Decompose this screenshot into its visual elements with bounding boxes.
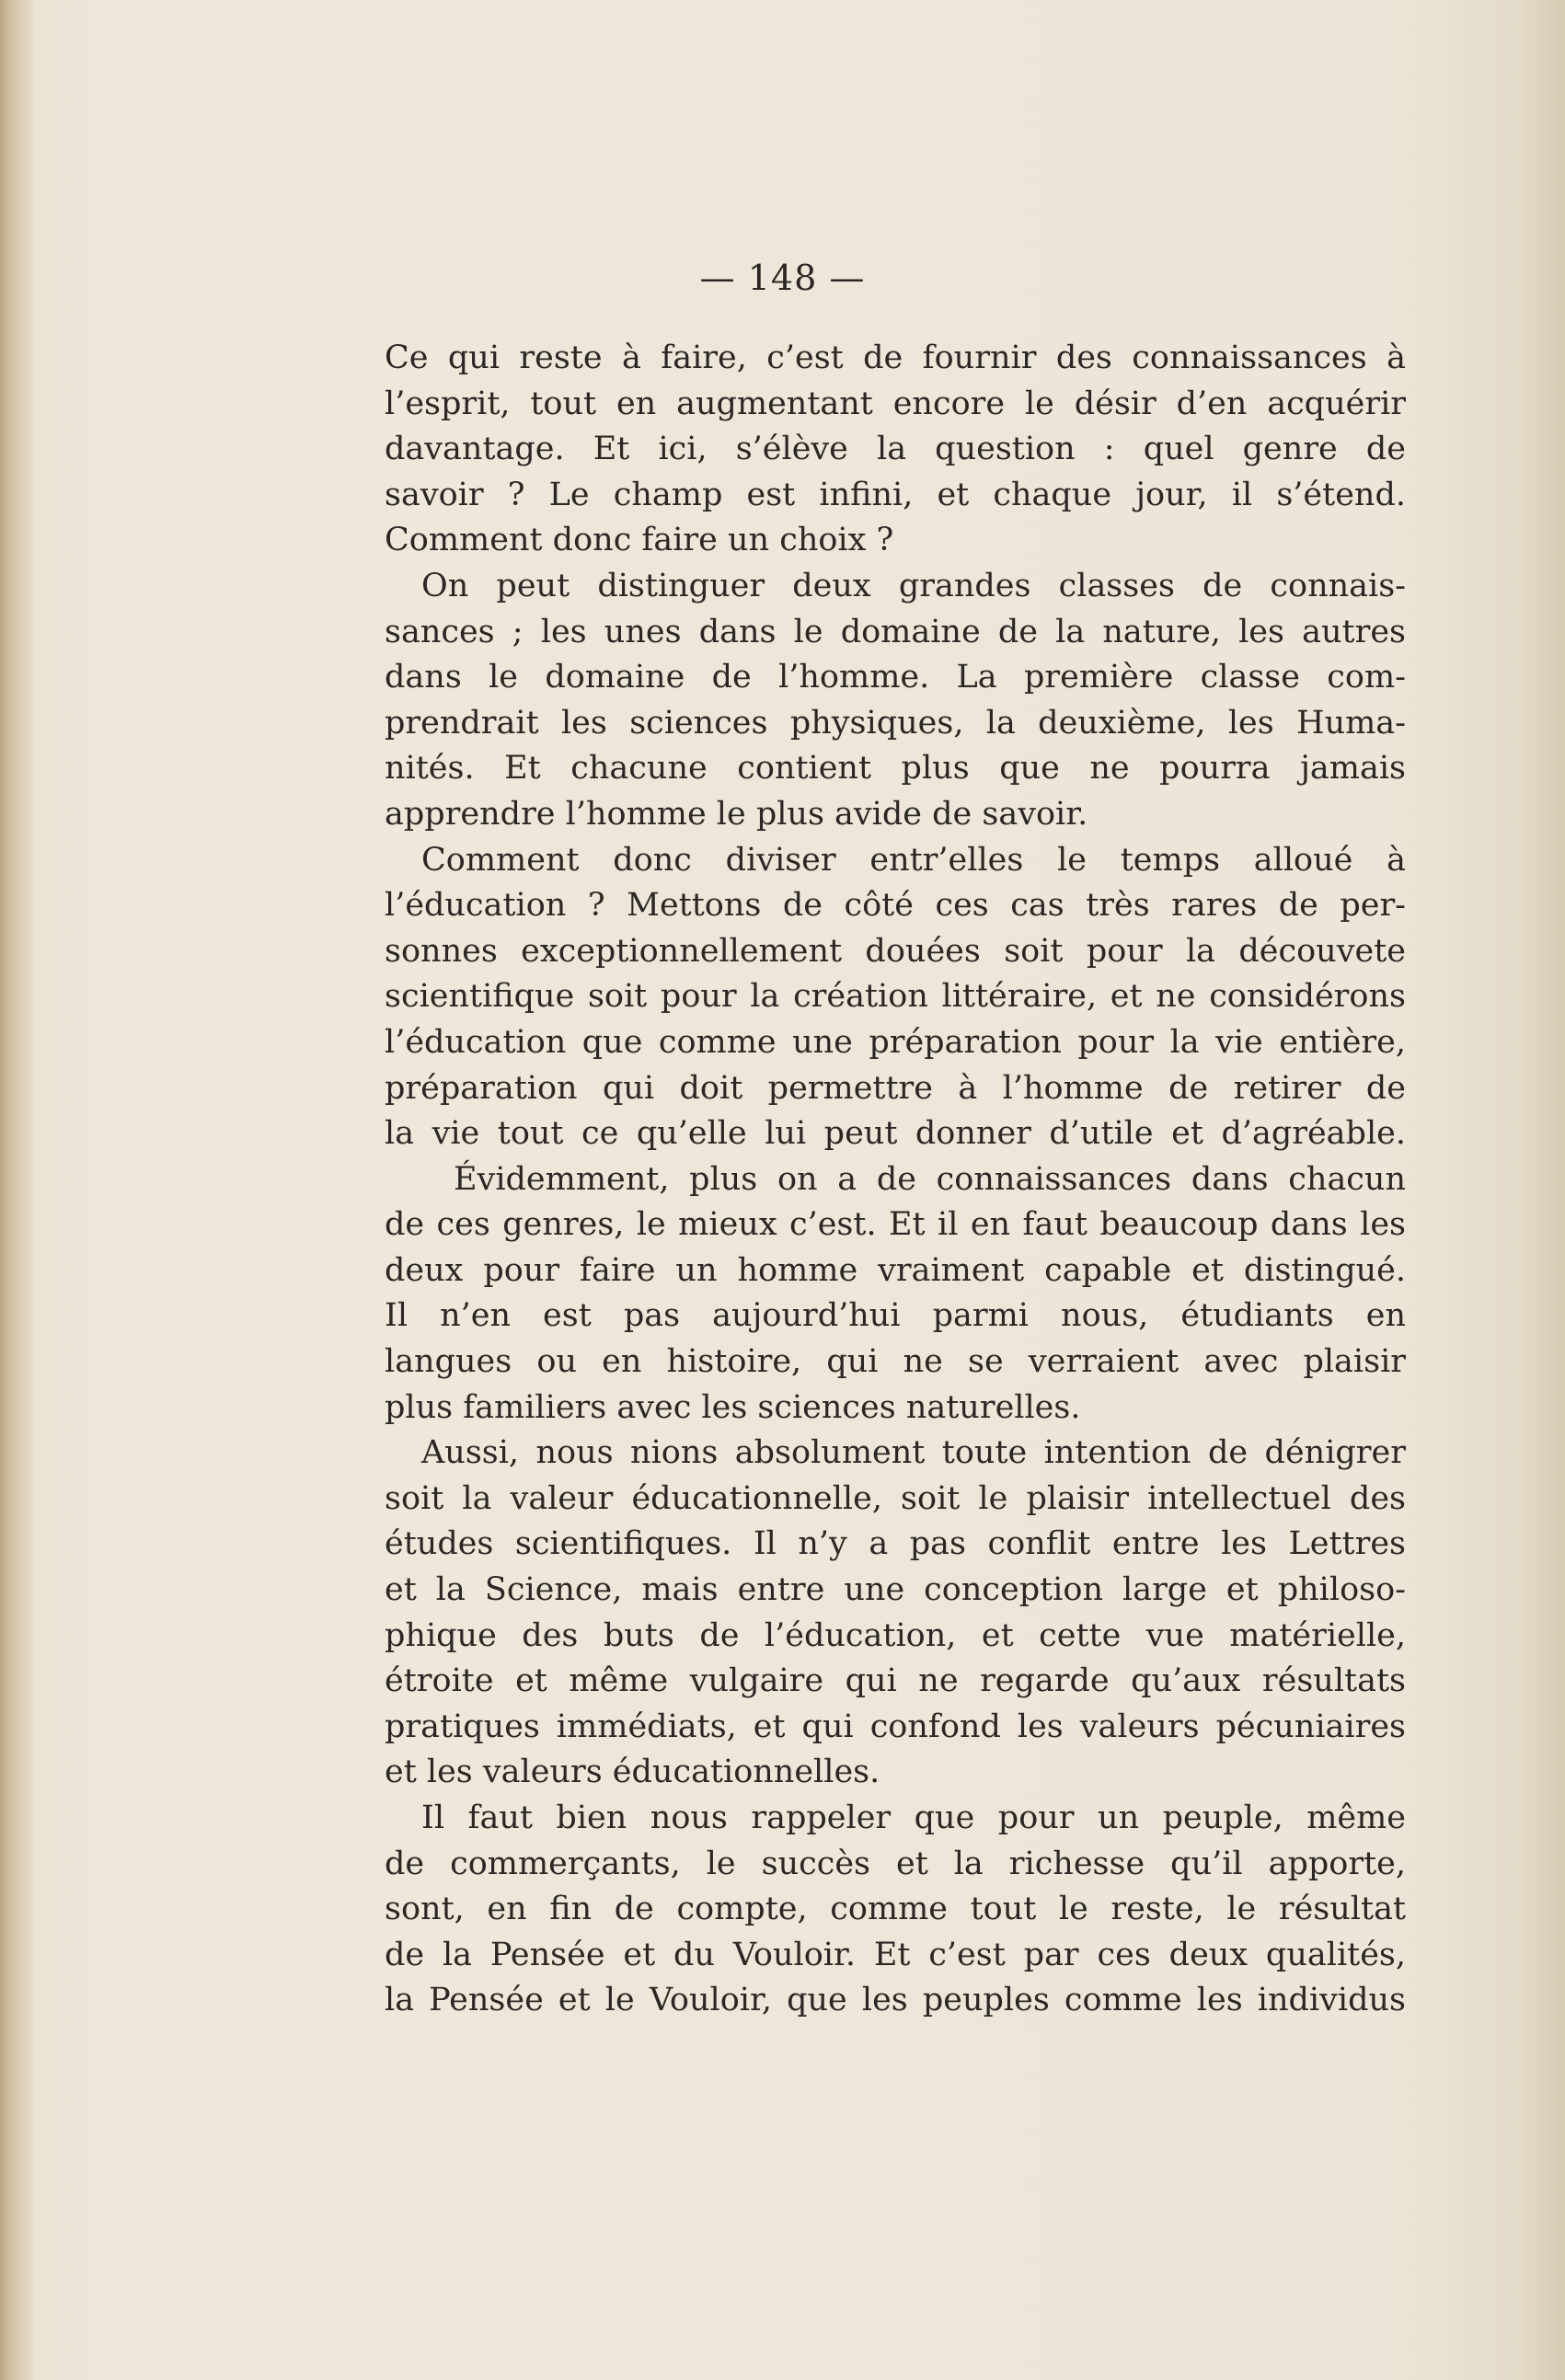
text-line: apprendre l’homme le plus avide de savoir.: [385, 795, 1088, 833]
text-line: Il faut bien nous rappeler que pour un peuple, même: [421, 1799, 1406, 1836]
text-line: préparation qui doit permettre à l’homme de retirer de: [385, 1069, 1406, 1107]
text-line: langues ou en histoire, qui ne se verraient avec plaisir: [385, 1343, 1406, 1381]
text-line: de la Pensée et du Vouloir. Et c’est par ces deux qualités,: [385, 1936, 1406, 1973]
text-line: sances ; les unes dans le domaine de la nature, les autres: [385, 613, 1406, 650]
text-line: soit la valeur éducationnelle, soit le plaisir intellectuel des: [385, 1479, 1406, 1517]
text-line: plus familiers avec les sciences naturelles.: [385, 1388, 1081, 1426]
text-line: de commerçants, le succès et la richesse qu’il apporte,: [385, 1845, 1406, 1882]
binding-edge: [0, 0, 35, 2380]
text-line: études scientifiques. Il n’y a pas conflit entre les Lettres: [385, 1525, 1406, 1563]
text-line: scientifique soit pour la création littéraire, et ne considérons: [385, 978, 1406, 1016]
text-line: de ces genres, le mieux c’est. Et il en faut beaucoup dans les: [385, 1206, 1406, 1244]
text-line: la vie tout ce qu’elle lui peut donner d’utile et d’agréable.: [385, 1115, 1406, 1153]
text-line: davantage. Et ici, s’élève la question : quel genre de: [385, 431, 1406, 468]
text-line: phique des buts de l’éducation, et cette vue matérielle,: [385, 1616, 1406, 1654]
text-line: dans le domaine de l’homme. La première classe com-: [385, 659, 1406, 696]
text-line: Évidemment, plus on a de connaissances dans chacun: [454, 1160, 1406, 1198]
text-line: l’esprit, tout en augmentant encore le désir d’en acquérir: [385, 385, 1406, 422]
text-line: nités. Et chacune contient plus que ne pourra jamais: [385, 750, 1406, 788]
paragraph: [385, 336, 1406, 564]
text-line: Comment donc faire un choix ?: [385, 522, 894, 559]
text-line: et les valeurs éducationnelles.: [385, 1753, 880, 1791]
body-text: [385, 336, 1406, 2024]
text-line: prendrait les sciences physiques, la deuxième, les Huma-: [385, 704, 1406, 742]
text-line: deux pour faire un homme vraiment capable et distingué.: [385, 1251, 1406, 1289]
text-line: Il n’en est pas aujourd’hui parmi nous, étudiants en: [385, 1297, 1406, 1335]
text-line: savoir ? Le champ est infini, et chaque jour, il s’étend.: [385, 476, 1406, 513]
page-number: — 148 —: [699, 258, 866, 298]
text-line: pratiques immédiats, et qui confond les valeurs pécuniaires: [385, 1707, 1406, 1745]
paragraph: [385, 564, 1406, 838]
text-line: sonnes exceptionnellement douées soit pour la découvete: [385, 932, 1406, 970]
text-line: l’éducation que comme une préparation pour la vie entière,: [385, 1023, 1406, 1061]
text-line: Ce qui reste à faire, c’est de fournir des connaissances à: [385, 339, 1406, 376]
text-line: Aussi, nous nions absolument toute intention de dénigrer: [421, 1434, 1406, 1472]
text-line: On peut distinguer deux grandes classes de connais-: [421, 567, 1406, 604]
text-line: et la Science, mais entre une conception large et philoso-: [385, 1571, 1406, 1609]
text-line: étroite et même vulgaire qui ne regarde qu’aux résultats: [385, 1662, 1406, 1700]
text-line: sont, en fin de compte, comme tout le reste, le résultat: [385, 1891, 1406, 1928]
text-line: la Pensée et le Vouloir, que les peuples comme les individus: [385, 1982, 1406, 2019]
paragraph: [385, 1157, 1406, 1431]
paragraph: [385, 1796, 1406, 2024]
text-line: Comment donc diviser entr’elles le temps alloué à: [421, 841, 1406, 879]
paragraph: [385, 838, 1406, 1157]
paragraph: [385, 1431, 1406, 1796]
text-line: l’éducation ? Mettons de côté ces cas très rares de per-: [385, 887, 1406, 925]
